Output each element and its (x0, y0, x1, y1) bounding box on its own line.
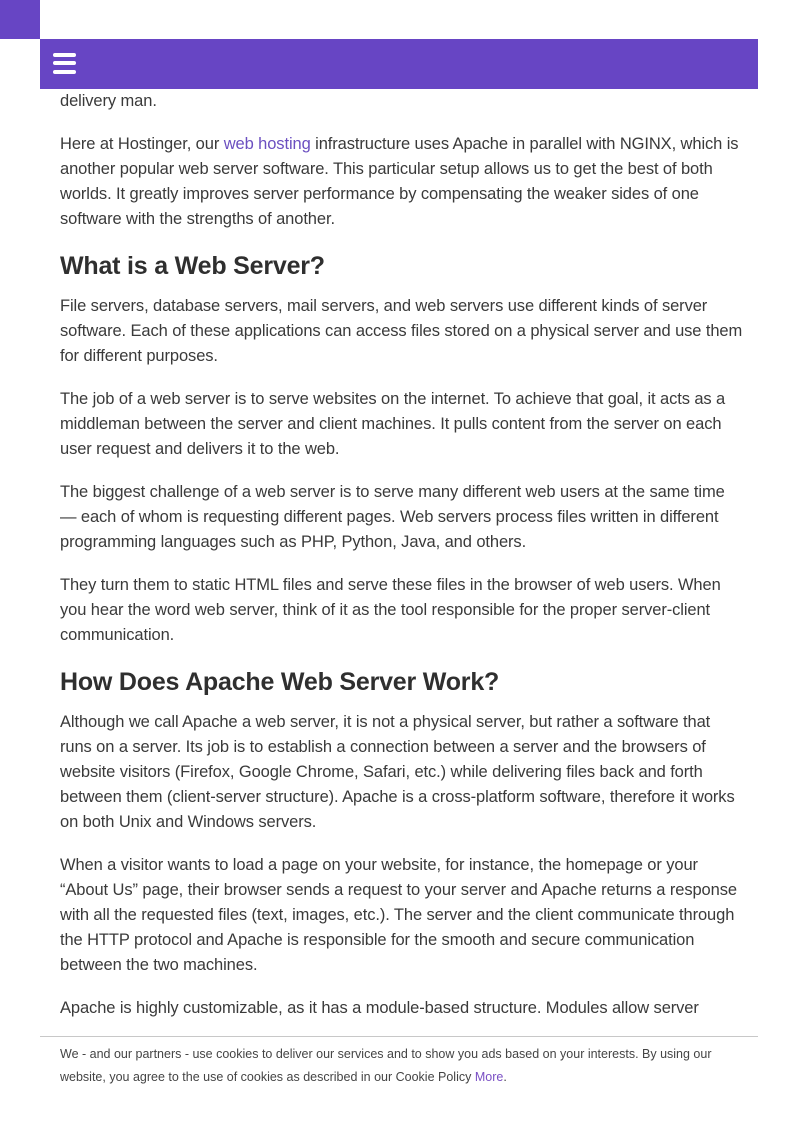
menu-bar-line (53, 70, 76, 74)
paragraph-text: infrastructure uses Apache in parallel with NGINX, which is another popular web server software. This particular setup allows us to get the best of both worlds. It greatly improves server performance by compensating the weaker sides of one software with the strengths of another. (60, 135, 739, 228)
paragraph-text: Here at Hostinger, our (60, 135, 224, 153)
hostinger-paragraph (60, 132, 745, 232)
paragraph: The job of a web server is to serve websites on the internet. To achieve that goal, it acts as a middleman between the server and client machines. It pulls content from the server on each user request and delivers it to the web. (60, 390, 726, 458)
cookie-banner-text: We - and our partners - use cookies to deliver our services and to show you ads based on your interests. By using our website, you agree to the use of cookies as described in our Cookie Policy (60, 1047, 712, 1084)
article-body (60, 89, 745, 1039)
cookie-consent-banner (40, 1036, 758, 1122)
intro-paragraph-tail: delivery man. (60, 92, 157, 110)
paragraph: They turn them to static HTML files and serve these files in the browser of web users. When you hear the word web server, think of it as the tool responsible for the proper server-client communication. (60, 576, 721, 644)
web-hosting-link[interactable]: web hosting (223, 135, 311, 153)
menu-bar-line (53, 61, 76, 65)
section-heading-how-apache-works: How Does Apache Web Server Work? (60, 668, 500, 696)
cookie-banner-trailing: . (503, 1070, 507, 1084)
corner-brand-square (0, 0, 40, 39)
paragraph: The biggest challenge of a web server is to serve many different web users at the same time — each of whom is requesting different pages. Web servers process files written in different programming languages such as PHP, Python, Java, and others. (60, 483, 725, 551)
top-navigation-bar (40, 39, 758, 89)
paragraph: When a visitor wants to load a page on your website, for instance, the homepage or your “About Us” page, their browser sends a request to your server and Apache returns a response with all the requested files (text, images, etc.). The server and the client communicate through the HTTP protocol and Apache is responsible for the smooth and secure communication between the two machines. (60, 856, 737, 974)
hamburger-menu-icon[interactable] (52, 51, 78, 77)
menu-bar-line (53, 53, 76, 57)
section-heading-what-is-web-server: What is a Web Server? (60, 252, 325, 280)
paragraph: Apache is highly customizable, as it has a module-based structure. Modules allow server (60, 999, 699, 1017)
paragraph: Although we call Apache a web server, it is not a physical server, but rather a software that runs on a server. Its job is to establish a connection between a server and the browsers of website visitors (Firefox, Google Chrome, Safari, etc.) while delivering files back and forth between them (client-server structure). Apache is a cross-platform software, therefore it works on both Unix and Windows servers. (60, 713, 735, 831)
paragraph: File servers, database servers, mail servers, and web servers use different kinds of server software. Each of these applications can access files stored on a physical server and use them for different purposes. (60, 297, 743, 365)
cookie-more-link[interactable]: More (474, 1070, 504, 1084)
